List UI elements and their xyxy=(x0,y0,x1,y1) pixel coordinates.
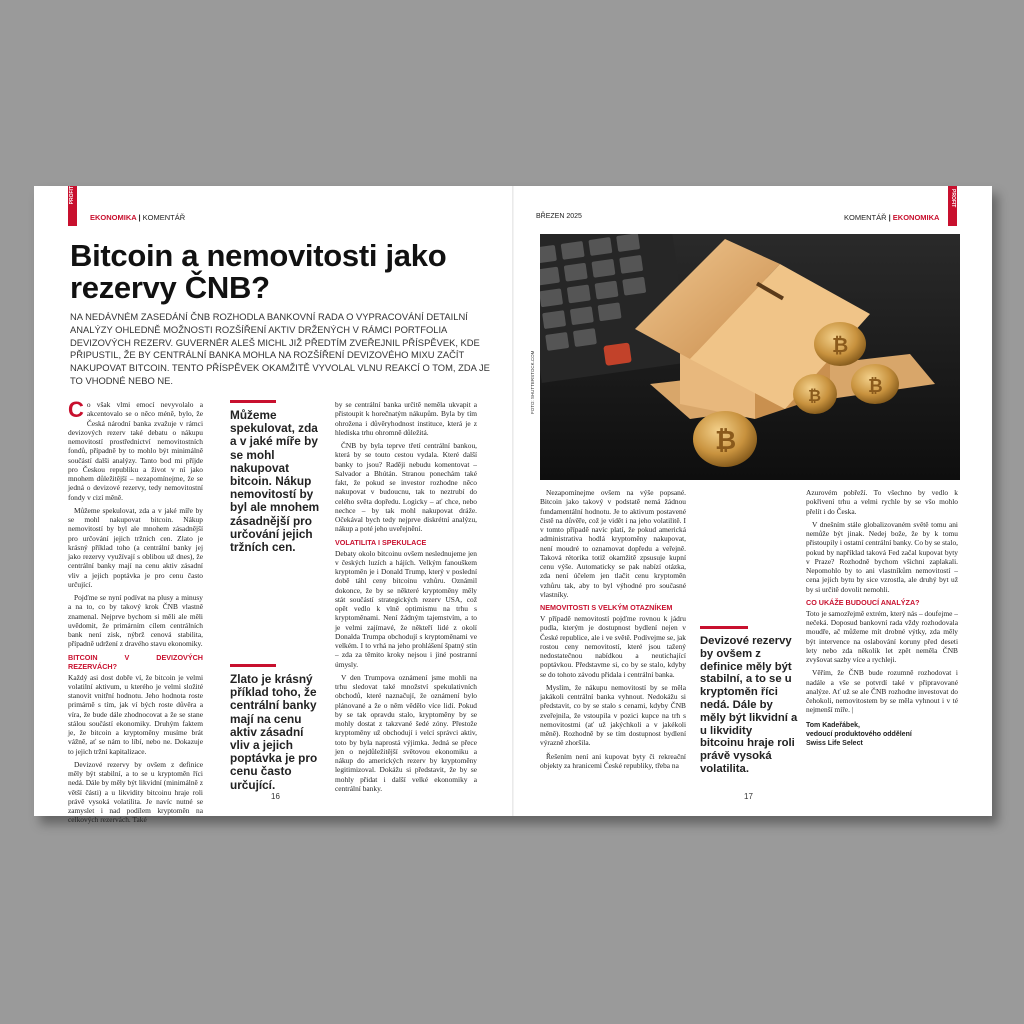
subsection-label: KOMENTÁŘ xyxy=(844,213,887,222)
subheading: CO UKÁŽE BUDOUCÍ ANALÝZA? xyxy=(806,597,920,607)
issue-date: BŘEZEN 2025 xyxy=(536,213,582,220)
tab-label: PROFIT xyxy=(950,189,956,208)
paragraph: Můžeme spekulovat, zda a v jaké míře by se mohl nakupovat bitcoin. Nákup nemovitostí by byl ale mnohem zásadnější pro určování jejich tržních cen. Zlato je krásný příklad toho (a centrální banky jej jako rezervy využívají s oblibou už dnes), že centrální banky mají na cenu aktiv zásadní vliv a jejich poptávka je pro cenu často určující. xyxy=(68,505,203,589)
paragraph: Řešením není ani kupovat byty či rekreační objekty za hranicemi České republiky, třeba na xyxy=(540,751,686,770)
drop-cap: C xyxy=(68,397,84,422)
photo-house-bitcoins xyxy=(540,234,960,480)
quote-text: Můžeme spekulovat, zda a v jaké míře by se mohl nakupovat bitcoin. Nákup nemovitostí by byl ale mnohem zásadnější pro určování jejich tržních cen. xyxy=(230,408,320,555)
profit-tab-right xyxy=(948,186,957,226)
quote-text: Zlato je krásný příklad toho, že centrální banky mají na cenu aktiv zásadní vliv a jejich poptávka je pro cenu často určující. xyxy=(230,672,318,792)
author-signature xyxy=(806,721,958,748)
page-gutter xyxy=(512,186,514,816)
pull-quote-1 xyxy=(230,400,326,554)
section-header-left: EKONOMIKA | KOMENTÁŘ xyxy=(90,213,186,222)
svg-text:₿: ₿ xyxy=(868,376,883,397)
article-title: Bitcoin a nemovitosti jako rezervy ČNB? xyxy=(70,238,447,305)
paragraph: Nezapomínejme ovšem na výše popsané. Bitcoin jako takový v podstatě nemá žádnou fundamentální hodnotu. Je to aktivum postavené čistě na důvěře, což je vidět i na jeho volatilitě. I v tomto případě navíc platí, že pokud americká administrativa hodlá kryptoměny nakupovat, není moudré to oznamovat dopředu a veřejně. Taková rétorika totiž okamžitě zpsusuje kupní cenu výše. Automaticky se pak nabízí otázka, zda není účelem jen tlačit cenu kryptoměn vzhůru tak, aby to byl výhodné pro současné vlastníky. xyxy=(540,488,686,599)
section-header-right: KOMENTÁŘ | EKONOMIKA xyxy=(844,213,940,222)
svg-text:₿: ₿ xyxy=(808,386,822,405)
pull-quote-2 xyxy=(230,664,326,792)
author-company: Swiss Life Select xyxy=(806,739,863,747)
section-label: EKONOMIKA xyxy=(892,213,940,222)
paragraph: by se centrální banka určitě neměla ukvapit a přistoupit k horečnatým nákupům. Byla by tím ohrožena i důvěryhodnost instituce, která je z hlediska trhu ohromně důležitá. xyxy=(335,400,477,437)
article-lead: NA NEDÁVNÉM ZASEDÁNÍ ČNB ROZHODLA BANKOVNÍ RADA O VYPRACOVÁNÍ DETAILNÍ ANALÝZY OHLEDNĚ MOŽNOSTI ROZŠÍŘENÍ AKTIV DRŽENÝCH V RÁMCI PORTFOLIA DEVIZOVÝCH REZERV. GUVERNÉR ALEŠ MICHL JIŽ PŘEDTÍM ZVEŘEJNIL PŘÍSPĚVEK, KDE PŘIPUSTIL, ŽE BY CENTRÁLNÍ BANKA MOHLA NA ROZŠÍŘENÍ DEVIZOVÉHO MIXU ZAČÍT NAKUPOVAT BITCOIN. TENTO PŘÍSPĚVEK OKAMŽITĚ VYVOLAL VLNU REAKCÍ O TOM, ZDA JE TO VHODNÉ NEBO NE. xyxy=(70,311,490,386)
tab-label: PROFIT xyxy=(69,186,75,205)
paragraph: Pojďme se nyní podívat na plusy a minusy a na to, co by takový krok ČNB vlastně znamenal. Nejprve bychom si měli ale měli uvědomit, že primárním cílem centrálních bank není zisk, nýbrž cenová stabilita, případně udržení z dravého stavu ekonomiky. xyxy=(68,593,203,649)
paragraph: Debaty okolo bitcoinu ovšem neslednujeme jen v českých luzích a hájích. Velkým fanouškem kryptoměn je i Donald Trump, který v poslední době táhl ceny bitcoinu vzhůru. Oznámil dokonce, že by se některé kryptoměny měly stát součástí strategických rezerv USA, což opět vedlo k vlně optimismu na trhu s kryptoměnami. Není žádným tajemstvím, a to je velmi zajímavé, že někteří lidé z okolí Donalda Trumpa obchodují s kryptoměnami ve velkém. I to vrhá na jeho prohlášení špatný stín – zda za těmito kroky nejsou i jiné postranní úmysly. xyxy=(335,548,477,669)
paragraph: V dnešním stále globalizovaném světě tomu ani nemůže být jinak. Nedej bože, že by k tomu přistoupily i ostatní centrální banky. Co by se stalo, pokud by například taková Fed začal kupovat byty v Praze? Rozhodně bychom všichni zaplakali. Nepomohlo by to ani vlastníkům nemovitostí – cena jejich bytu by sice vzrostla, ale druhý byt už by si určitě dovolit nemohli. xyxy=(806,519,958,594)
author-name: Tom Kadeřábek, xyxy=(806,721,860,729)
svg-text:₿: ₿ xyxy=(715,426,737,456)
quote-bar xyxy=(700,626,748,629)
paragraph: Toto je samozřejmě extrém, který nás – doufejme – nečeká. Doposud bankovní rada vždy rozhodovala moudře, ač můžeme mít drobné výtky, zda měly být intervence na oslabování koruny před deseti lety nebo zda několik let zpět neměla ČNB zvyšovat sazby více a rychleji. xyxy=(806,608,958,664)
quote-text: Devizové rezervy by ovšem z definice měly být stabilní, a to se u kryptoměn říci nedá. Dále by měly být likvidní a u likvidity bitcoinu hraje roli právě vysoká volatilita. xyxy=(700,635,798,775)
paragraph: V případě nemovitostí pojďme rovnou k jádru pudla, kterým je dostupnost bydlení nejen v České republice, ale i ve světě. Podívejme se, jak rostou ceny nemovitostí, které jsou tažený nedostatečnou nabídkou a neutichající poptávkou. Představme si, co by se stalo, kdyby se do tohoto závodu přidala i centrální banka. xyxy=(540,614,686,679)
pull-quote-right xyxy=(700,626,798,776)
paragraph: ČNB by byla teprve třetí centrální bankou, která by se touto cestou vydala. Které další banky to jsou? Raději nebudu komentovat – Salvador a Bhútán. Stranou ponechám také fakt, že pokud se investor rozhodne něco nakupovat v budoucnu, tak to neztrubí do celého světa dopředu. Logicky – ať chce, nebo nechce – by tak mohl nakupovat dráže. Očekával bych tedy nejprve diskrétní analýzu, nákup a poté jeho uveřejnění. xyxy=(335,441,477,534)
subheading: VOLATILITA I SPEKULACE xyxy=(335,537,427,547)
paragraph: Devizové rezervy by ovšem z definice měly být stabilní, a to se u kryptoměn říci nedá. Dále by měly být likvidní (minimálně z větší části) a u likvidity bitcoinu hraje roli právě vysoká volatilita. Je navíc nutné se zamyslet i nad podílem kryptoměn na celkových rezervách. Také xyxy=(68,759,203,825)
page-number-left: 16 xyxy=(271,792,280,801)
right-column-3 xyxy=(806,488,958,748)
paragraph: o však vlmi emocí nevyvolalo a akcentovalo se o něco méně, bylo, že Česká národní banka zvažuje v rámci devizových rezerv také debatu o nákupu nemovitostí prostřednictví nemovitostních fondů, případně by to mohlo být minimálně součástí dalši analýzy. Tanto bod mi příjde pro Českou republiku a život v ní jako mnohem důležitější – nezapomínejme, že se jedná o devizové rezervy, tedy nemovitostní fondy v cizí měně. xyxy=(68,400,203,502)
photo-credit: FOTO: SHUTTERSTOCK.COM xyxy=(530,350,535,414)
paragraph: Myslím, že nákupu nemovitostí by se měla jakákoli centrální banka vyhnout. Nedokážu si představit, co by se stalo s cenami, kdyby ČNB zveřejnila, že vstoupila v pozici kupce na trh s nemovitostmi (ať už jakýchkoli a v jakékoli měně). Rozhodně by se tím dostupnost bydlení výrazně zhoršila. xyxy=(540,682,686,748)
quote-bar xyxy=(230,400,276,403)
paragraph: V den Trumpova oznámení jsme mohli na trhu sledovat také množství spekulativních obchodů, které naznačují, že oznámení bylo plánované a že o něm vědělo více lidí. Pokud by se tak opravdu stalo, kryptoměny by se mohly dostat z takzvané šedé zóny. Přestože kryptoměny už obchodují i velcí správci aktiv, toto by byla naprostá výjimka. Jedná se přece jen o nejdůležitější světovou ekonomiku a nákup do amerických rezerv by kryptoměny legitimizoval. Dokážu si představit, že by se mohly přidat i další velké ekonomiky a centrální banky. xyxy=(335,672,477,793)
paragraph: Každý asi dost dobře ví, že bitcoin je velmi volatilní aktivum, u kterého je velmi složité stanovit vnitřní hodnotu. Jeho hodnota roste primárně s tím, jak ví bých roste důvěra a víra, že bude dále zhodnocovat a že se stane stálou součástí ekonomiky. Druhým faktem je, že bitcoin a kryptoměny musíme brát vážně, ať se nám to líbí, nebo ne. Dokazuje to jejich tržní kapitalizace. xyxy=(68,672,203,756)
subheading: NEMOVITOSTI S VELKÝM OTAZNÍKEM xyxy=(540,603,673,612)
right-column-1 xyxy=(540,488,686,774)
profit-tab-left xyxy=(68,186,77,226)
section-label: EKONOMIKA xyxy=(90,213,137,222)
magazine-spread xyxy=(34,186,992,825)
quote-bar xyxy=(230,664,276,667)
left-column-1 xyxy=(68,397,203,829)
svg-text:₿: ₿ xyxy=(832,333,849,357)
paragraph: Azurovém pobřeží. To všechno by vedlo k pokřivení trhu a velmi rychle by se všo mohlo přelít i do Česka. xyxy=(806,488,958,516)
author-role: vedoucí produktového oddělení xyxy=(806,730,912,738)
article-photo xyxy=(540,234,960,480)
page-number-right: 17 xyxy=(744,792,753,801)
subheading: BITCOIN V DEVIZOVÝCH REZERVÁCH? xyxy=(68,652,203,671)
subsection-label: KOMENTÁŘ xyxy=(142,213,186,222)
left-column-3 xyxy=(335,400,477,797)
paragraph: Věřím, že ČNB bude rozumně rozhodovat i nadále a vše se potvrdí také v připravované analýze. Ať už se ale ČNB rozhodne investovat do čehokoli, nemovitostem by se měla vyhnout i v té nejmenší míře. | xyxy=(806,668,958,715)
